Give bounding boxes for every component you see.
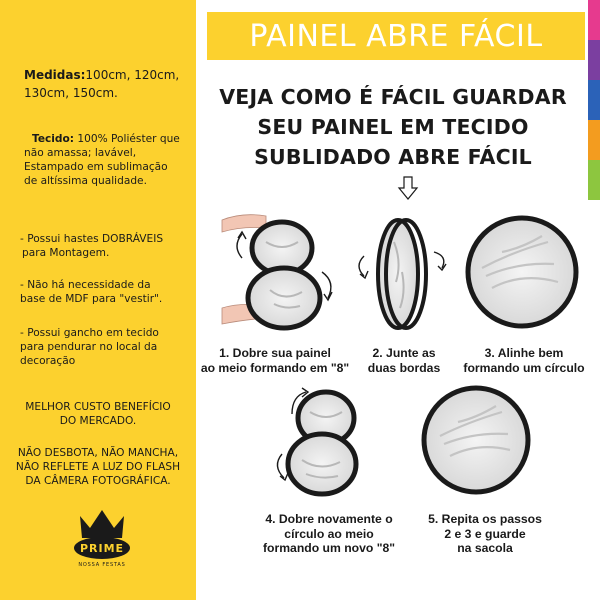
bullet-3-line-3: decoração xyxy=(20,355,76,367)
highlight-2-line-2: NÃO REFLETE A LUZ DO FLASH xyxy=(15,461,181,473)
medidas-label: Medidas: xyxy=(24,68,86,82)
headline-line-2: SEU PAINEL EM TECIDO xyxy=(257,115,529,139)
curved-arrow-icon xyxy=(277,454,284,478)
step-1-illustration xyxy=(222,212,342,338)
bullet-1-line-2: para Montagem. xyxy=(22,247,110,259)
highlight-custo xyxy=(0,400,196,428)
step-1-label: 1. Dobre sua painel ao meio formando em "8" xyxy=(200,346,350,375)
fabric-lobe-bottom xyxy=(288,434,356,494)
bullet-1-line-1: - Possui hastes DOBRÁVEIS xyxy=(20,233,164,245)
tecido-line-2: não amassa; lavável, xyxy=(24,147,137,159)
tecido-block xyxy=(24,132,192,188)
medidas-value-2: 130cm, 150cm. xyxy=(24,86,118,100)
medidas-block xyxy=(24,66,194,102)
bullet-2-line-1: - Não há necessidade da xyxy=(20,279,151,291)
arrow-down-icon xyxy=(398,176,418,200)
bullet-gancho xyxy=(20,326,192,368)
strip-orange xyxy=(588,120,600,160)
step-4-illustration xyxy=(262,384,374,500)
curved-arrow-icon xyxy=(322,272,331,298)
bullet-3-line-2: para pendurar no local da xyxy=(20,341,158,353)
step-5-label: 5. Repita os passos 2 e 3 e guarde na sacola xyxy=(428,512,542,555)
prime-logo xyxy=(72,508,132,580)
highlight-2-line-1: NÃO DESBOTA, NÃO MANCHA, xyxy=(17,447,179,459)
title-banner xyxy=(207,12,585,60)
strip-blue xyxy=(588,80,600,120)
step-3-label: 3. Alinhe bem formando um círculo xyxy=(463,346,585,375)
fabric-circle xyxy=(424,388,528,492)
bullet-3-line-1: - Possui gancho em tecido xyxy=(20,327,159,339)
curved-arrow-icon xyxy=(359,256,364,276)
medidas-value: 100cm, 120cm, xyxy=(85,68,180,82)
tecido-label: Tecido: xyxy=(32,133,75,145)
strip-green xyxy=(588,160,600,200)
tecido-line-3: Estampado em sublimação xyxy=(24,161,168,173)
bullet-mdf xyxy=(20,278,192,306)
bullet-2-line-2: base de MDF para "vestir". xyxy=(20,293,163,305)
tecido-line-1: 100% Poliéster que xyxy=(74,133,180,145)
fabric-circle xyxy=(468,218,576,326)
crown-icon xyxy=(80,510,124,538)
highlight-qualidade xyxy=(0,446,196,488)
bullet-hastes xyxy=(20,232,192,260)
logo-name: PRIME xyxy=(79,542,125,555)
highlight-1-line-2: DO MERCADO. xyxy=(59,415,137,427)
tecido-line-4: de altíssima qualidade. xyxy=(24,175,147,187)
strip-purple xyxy=(588,40,600,80)
info-sidebar xyxy=(0,0,196,600)
step-2-label: 2. Junte as duas bordas xyxy=(367,346,441,375)
headline xyxy=(203,82,583,172)
step-4-label: 4. Dobre novamente o círculo ao meio formando um novo "8" xyxy=(262,512,396,555)
strip-pink xyxy=(588,0,600,40)
headline-line-3: SUBLIDADO ABRE FÁCIL xyxy=(254,145,532,169)
highlight-1-line-1: MELHOR CUSTO BENEFÍCIO xyxy=(25,401,171,413)
logo-tagline: NOSSA FESTAS xyxy=(78,562,126,568)
step-3-illustration xyxy=(462,212,582,338)
step-2-illustration xyxy=(350,212,460,338)
color-strip xyxy=(588,0,600,200)
headline-line-1: VEJA COMO É FÁCIL GUARDAR xyxy=(219,85,567,109)
fabric-lobe-bottom xyxy=(248,268,320,328)
curved-arrow-icon xyxy=(434,252,444,268)
highlight-2-line-3: DA CÂMERA FOTOGRÁFICA. xyxy=(25,475,171,487)
step-5-illustration xyxy=(418,384,538,500)
page-title: PAINEL ABRE FÁCIL xyxy=(249,18,543,54)
